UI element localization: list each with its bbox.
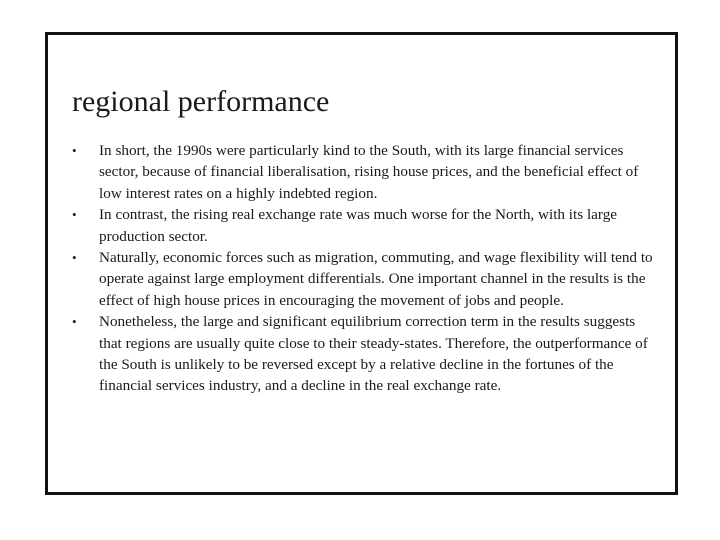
- bullet-item-4: [72, 311, 657, 397]
- bullet-text-3: Naturally, economic forces such as migration, commuting, and wage flexibility will tend to operate against large employment differentials. One important channel in the results is the effect of high house prices in encouraging the movement of jobs and people.: [99, 249, 653, 309]
- bullet-text-2: In contrast, the rising real exchange rate was much worse for the North, with its large production sector.: [99, 206, 618, 245]
- slide-title: regional performance: [72, 85, 330, 118]
- bullet-icon: •: [72, 143, 77, 158]
- bullet-icon: •: [72, 207, 77, 223]
- bullet-item-1: [72, 140, 657, 204]
- bullet-icon: •: [72, 250, 77, 266]
- bullet-item-3: [72, 247, 657, 311]
- bullet-text-4: Nonetheless, the large and significant equilibrium correction term in the results suggests that regions are usually quite close to their steady-states. Therefore, the outperformance of the South is unlikely to be reversed except by a relative decline in the fortunes of the financial services industry, and a decline in the real exchange rate.: [99, 313, 648, 395]
- bullet-item-2: [72, 204, 657, 247]
- bullet-icon: •: [72, 314, 77, 330]
- bullet-list: [72, 140, 657, 397]
- bullet-text-1: In short, the 1990s were particularly kind to the South, with its large financial services sector, because of financial liberalisation, rising house prices, and the beneficial effect of low interest rates on a highly indebted region.: [99, 142, 639, 202]
